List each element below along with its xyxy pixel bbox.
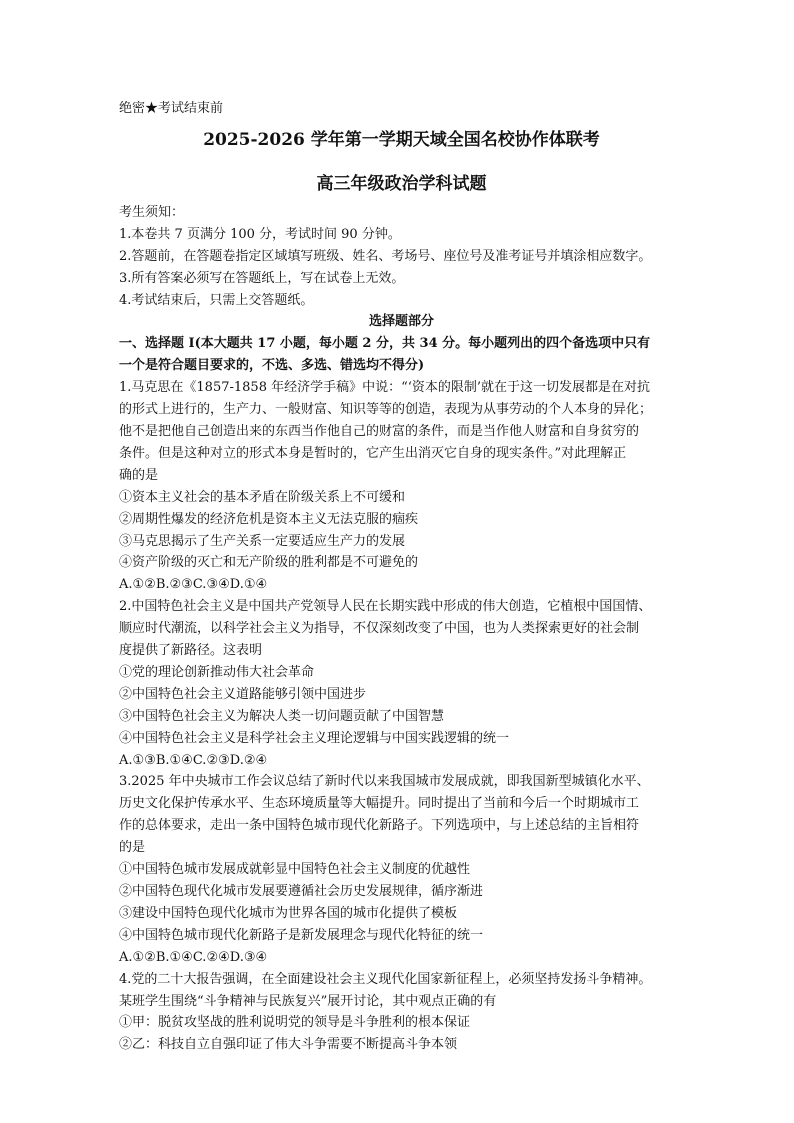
question-option: ①党的理论创新推动伟大社会革命	[119, 664, 315, 680]
question-3	[119, 771, 684, 968]
question-option: ④中国特色城市现代化新路子是新发展理念与现代化特征的统一	[119, 927, 484, 943]
question-stem-line: 某班学生围绕“斗争精神与民族复兴”展开讨论，其中观点正确的有	[119, 993, 497, 1009]
question-stem-line: 的形式上进行的，生产力、一般财富、知识等等的创造，表现为从事劳动的个人本身的异化；	[119, 402, 653, 418]
notice-item: 1.本卷共 7 页满分 100 分，考试时间 90 分钟。	[119, 226, 401, 242]
question-option: ④资产阶级的灭亡和无产阶级的胜利都是不可避免的	[119, 555, 419, 571]
question-stem-line: 他不是把他自己创造出来的东西当作他自己的财富的条件，而是当作他人财富和自身贫穷的	[119, 423, 640, 439]
section-instruction: 一、选择题 I(本大题共 17 小题，每小题 2 分，共 34 分。每小题列出的四个备选项中只有	[119, 336, 651, 352]
question-stem-line: 条件。但是这种对立的形式本身是暂时的，它产生出消灭它自身的现实条件。”对此理解正	[119, 445, 627, 461]
question-option: ②乙：科技自立自强印证了伟大斗争需要不断提高斗争本领	[119, 1037, 458, 1053]
question-option: ②中国特色现代化城市发展要遵循社会历史发展规律，循序渐进	[119, 884, 484, 899]
section-title: 选择题部分	[368, 314, 434, 330]
question-stem-line: 作的总体要求，走出一条中国特色城市现代化新路子。下列选项中，与上述总结的主旨相符	[119, 818, 640, 834]
exam-title: 2025-2026 学年第一学期天域全国名校协作体联考	[203, 129, 600, 150]
question-stem-line: 度提供了新路径。这表明	[119, 643, 263, 659]
question-option: ③马克思揭示了生产关系一定要适应生产力的发展	[119, 533, 406, 549]
question-option: ④中国特色社会主义是科学社会主义理论逻辑与中国实践逻辑的统一	[119, 730, 510, 746]
answer-choices: A.①②B.①④C.②④D.③④	[119, 949, 268, 965]
question-option: ①资本主义社会的基本矛盾在阶级关系上不可缓和	[119, 489, 406, 505]
answer-choices: A.①②B.②③C.③④D.①④	[119, 577, 268, 593]
question-option: ①甲：脱贫攻坚战的胜利说明党的领导是斗争胜利的根本保证	[119, 1015, 471, 1031]
notice-item: 3.所有答案必须写在答题纸上，写在试卷上无效。	[119, 270, 405, 286]
notice-heading: 考生须知：	[119, 204, 185, 220]
answer-choices: A.①③B.①④C.②③D.②④	[119, 752, 268, 768]
section-instruction: 一个是符合题目要求的，不选、多选、错选均不得分)	[119, 358, 425, 374]
question-option: ②中国特色社会主义道路能够引领中国进步	[119, 686, 367, 702]
question-stem-line: 历史文化保护传承水平、生态环境质量等大幅提升。同时提出了当前和今后一个时期城市工	[119, 796, 640, 812]
exam-subtitle: 高三年级政治学科试题	[316, 173, 487, 194]
question-stem-line: 2.中国特色社会主义是中国共产党领导人民在长期实践中形成的伟大创造，它植根中国国情、	[119, 599, 652, 615]
question-option: ②周期性爆发的经济危机是资本主义无法克服的痼疾	[119, 511, 419, 527]
question-stem-line: 1.马克思在《1857-1858 年经济学手稿》中说：“‘资本的限制’就在于这一切发展都是在对抗	[119, 380, 651, 396]
question-stem-line: 确的是	[119, 467, 159, 483]
question-stem-line: 4.党的二十大报告强调，在全面建设社会主义现代化国家新征程上，必须坚持发扬斗争精神。	[119, 971, 652, 987]
question-option: ③建设中国特色现代化城市为世界各国的城市化提供了模板	[119, 905, 458, 921]
question-2	[119, 596, 684, 771]
confidential-label: 绝密★考试结束前	[119, 101, 224, 116]
notice-item: 2.答题前，在答题卷指定区域填写班级、姓名、考场号、座位号及准考证号并填涂相应数字。	[119, 248, 652, 264]
question-option: ③中国特色社会主义为解决人类一切问题贡献了中国智慧	[119, 708, 445, 724]
question-option: ①中国特色城市发展成就彰显中国特色社会主义制度的优越性	[119, 862, 471, 878]
notice-item: 4.考试结束后，只需上交答题纸。	[119, 292, 314, 308]
question-stem-line: 顺应时代潮流，以科学社会主义为指导，不仅深刻改变了中国，也为人类探索更好的社会制	[119, 621, 640, 637]
question-4	[119, 969, 684, 1057]
question-stem-line: 3.2025 年中央城市工作会议总结了新时代以来我国城市发展成就，即我国新型城镇化水平、	[119, 774, 650, 790]
page-content	[119, 98, 684, 1056]
notice-block	[119, 202, 684, 312]
question-stem-line: 的是	[119, 840, 146, 856]
question-1	[119, 377, 684, 596]
